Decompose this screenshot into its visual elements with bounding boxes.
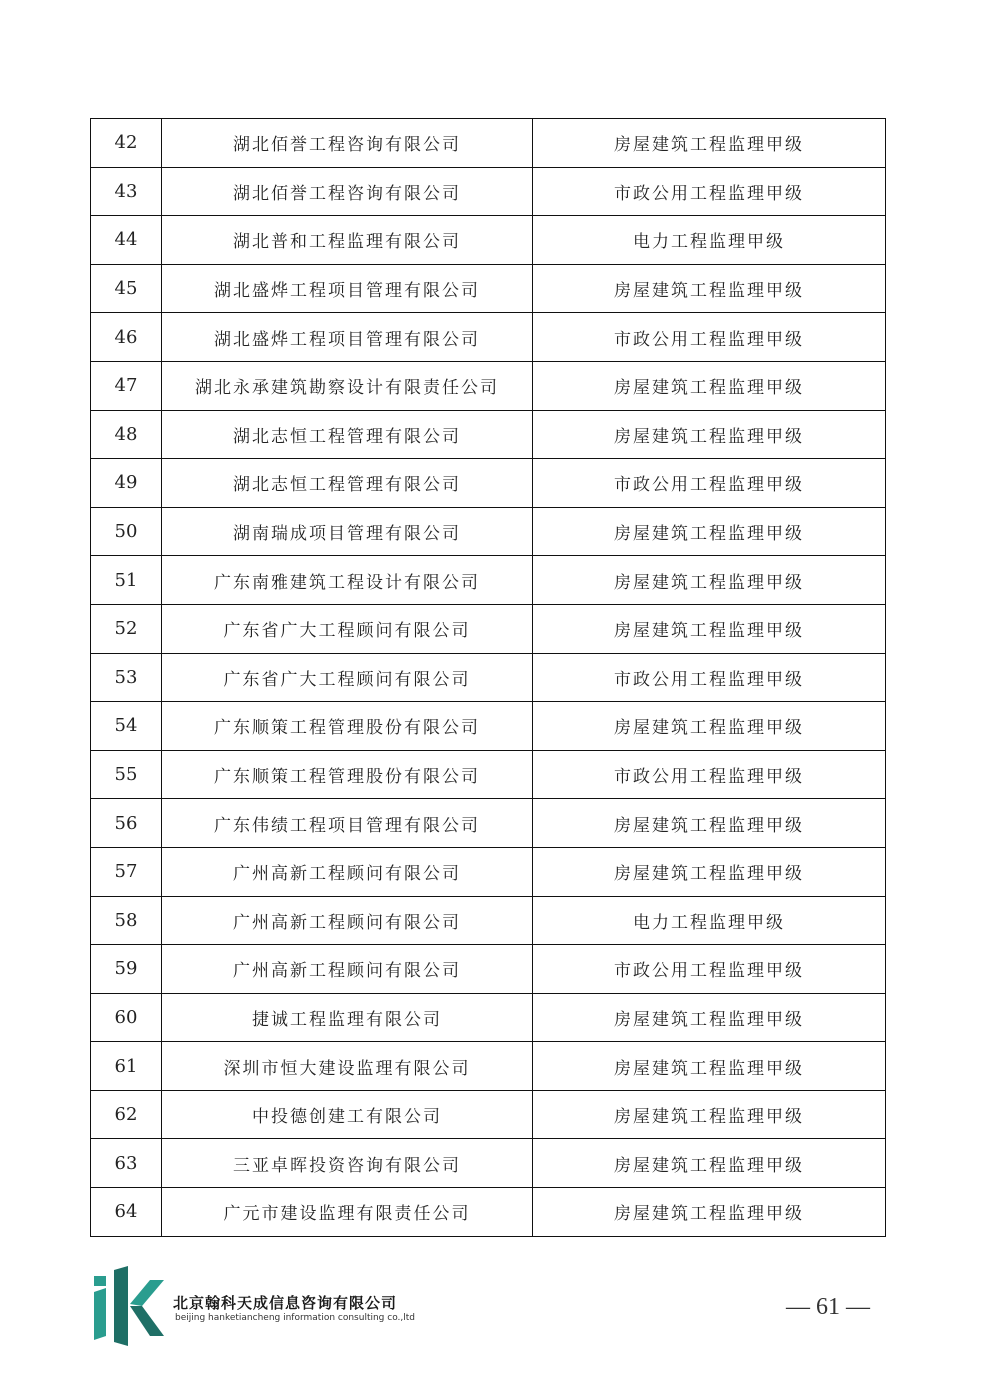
table-row bbox=[91, 847, 886, 896]
qualification-cell: 房屋建筑工程监理甲级 bbox=[533, 993, 886, 1042]
company-name-cell: 中投德创建工有限公司 bbox=[162, 1090, 533, 1139]
qualification-cell: 房屋建筑工程监理甲级 bbox=[533, 847, 886, 896]
table-row bbox=[91, 993, 886, 1042]
row-number-cell: 60 bbox=[91, 993, 162, 1042]
company-name-cell: 湖北佰誉工程咨询有限公司 bbox=[162, 167, 533, 216]
row-number-cell: 51 bbox=[91, 556, 162, 605]
table-row bbox=[91, 1090, 886, 1139]
row-number-cell: 61 bbox=[91, 1042, 162, 1091]
company-name-cell: 广东顺策工程管理股份有限公司 bbox=[162, 702, 533, 751]
table-row bbox=[91, 264, 886, 313]
qualification-cell: 房屋建筑工程监理甲级 bbox=[533, 264, 886, 313]
row-number-cell: 48 bbox=[91, 410, 162, 459]
company-name-cell: 湖北志恒工程管理有限公司 bbox=[162, 459, 533, 508]
table-row bbox=[91, 1042, 886, 1091]
table-row bbox=[91, 653, 886, 702]
qualification-cell: 电力工程监理甲级 bbox=[533, 216, 886, 265]
company-name-cell: 捷诚工程监理有限公司 bbox=[162, 993, 533, 1042]
row-number-cell: 62 bbox=[91, 1090, 162, 1139]
qualification-cell: 房屋建筑工程监理甲级 bbox=[533, 410, 886, 459]
row-number-cell: 45 bbox=[91, 264, 162, 313]
company-name-cell: 广东省广大工程顾问有限公司 bbox=[162, 653, 533, 702]
qualification-cell: 房屋建筑工程监理甲级 bbox=[533, 556, 886, 605]
table-row bbox=[91, 1188, 886, 1237]
company-name-cell: 广州高新工程顾问有限公司 bbox=[162, 945, 533, 994]
row-number-cell: 42 bbox=[91, 119, 162, 168]
company-name-cell: 湖北盛烨工程项目管理有限公司 bbox=[162, 264, 533, 313]
qualification-cell: 房屋建筑工程监理甲级 bbox=[533, 1139, 886, 1188]
table-row bbox=[91, 313, 886, 362]
qualification-cell: 房屋建筑工程监理甲级 bbox=[533, 1188, 886, 1237]
row-number-cell: 59 bbox=[91, 945, 162, 994]
ik-logo-icon bbox=[92, 1266, 166, 1346]
qualification-cell: 市政公用工程监理甲级 bbox=[533, 750, 886, 799]
company-name-cell: 三亚卓晖投资咨询有限公司 bbox=[162, 1139, 533, 1188]
table-row bbox=[91, 410, 886, 459]
company-name-cell: 广东南雅建筑工程设计有限公司 bbox=[162, 556, 533, 605]
row-number-cell: 49 bbox=[91, 459, 162, 508]
table-row bbox=[91, 216, 886, 265]
row-number-cell: 54 bbox=[91, 702, 162, 751]
company-name-cell: 湖南瑞成项目管理有限公司 bbox=[162, 507, 533, 556]
row-number-cell: 56 bbox=[91, 799, 162, 848]
qualification-cell: 房屋建筑工程监理甲级 bbox=[533, 361, 886, 410]
company-name-cell: 湖北普和工程监理有限公司 bbox=[162, 216, 533, 265]
table-row bbox=[91, 556, 886, 605]
table-row bbox=[91, 119, 886, 168]
table-row bbox=[91, 361, 886, 410]
qualification-cell: 房屋建筑工程监理甲级 bbox=[533, 1042, 886, 1091]
footer-company-en: beijing hanketiancheng information consulting co.,ltd bbox=[175, 1313, 416, 1323]
row-number-cell: 53 bbox=[91, 653, 162, 702]
table-row bbox=[91, 167, 886, 216]
qualification-cell: 市政公用工程监理甲级 bbox=[533, 313, 886, 362]
table-row bbox=[91, 1139, 886, 1188]
row-number-cell: 58 bbox=[91, 896, 162, 945]
table-row bbox=[91, 945, 886, 994]
qualification-cell: 房屋建筑工程监理甲级 bbox=[533, 702, 886, 751]
table-row bbox=[91, 750, 886, 799]
row-number-cell: 57 bbox=[91, 847, 162, 896]
row-number-cell: 55 bbox=[91, 750, 162, 799]
qualification-table bbox=[90, 118, 886, 1237]
company-name-cell: 广州高新工程顾问有限公司 bbox=[162, 847, 533, 896]
row-number-cell: 43 bbox=[91, 167, 162, 216]
table-row bbox=[91, 604, 886, 653]
page-number: — 61 — bbox=[786, 1294, 870, 1320]
company-name-cell: 湖北盛烨工程项目管理有限公司 bbox=[162, 313, 533, 362]
company-name-cell: 广东省广大工程顾问有限公司 bbox=[162, 604, 533, 653]
qualification-cell: 房屋建筑工程监理甲级 bbox=[533, 604, 886, 653]
row-number-cell: 44 bbox=[91, 216, 162, 265]
qualification-cell: 房屋建筑工程监理甲级 bbox=[533, 119, 886, 168]
qualification-cell: 市政公用工程监理甲级 bbox=[533, 653, 886, 702]
row-number-cell: 46 bbox=[91, 313, 162, 362]
table-row bbox=[91, 459, 886, 508]
row-number-cell: 64 bbox=[91, 1188, 162, 1237]
table-row bbox=[91, 507, 886, 556]
qualification-cell: 市政公用工程监理甲级 bbox=[533, 167, 886, 216]
qualification-cell: 市政公用工程监理甲级 bbox=[533, 945, 886, 994]
table-row bbox=[91, 799, 886, 848]
row-number-cell: 47 bbox=[91, 361, 162, 410]
company-name-cell: 广州高新工程顾问有限公司 bbox=[162, 896, 533, 945]
footer-company-cn: 北京翰科天成信息咨询有限公司 bbox=[173, 1294, 398, 1312]
company-name-cell: 湖北永承建筑勘察设计有限责任公司 bbox=[162, 361, 533, 410]
company-name-cell: 湖北志恒工程管理有限公司 bbox=[162, 410, 533, 459]
company-name-cell: 深圳市恒大建设监理有限公司 bbox=[162, 1042, 533, 1091]
qualification-cell: 市政公用工程监理甲级 bbox=[533, 459, 886, 508]
table-row bbox=[91, 702, 886, 751]
qualification-cell: 电力工程监理甲级 bbox=[533, 896, 886, 945]
qualification-cell: 房屋建筑工程监理甲级 bbox=[533, 1090, 886, 1139]
row-number-cell: 50 bbox=[91, 507, 162, 556]
company-name-cell: 广元市建设监理有限责任公司 bbox=[162, 1188, 533, 1237]
qualification-cell: 房屋建筑工程监理甲级 bbox=[533, 507, 886, 556]
company-name-cell: 广东伟绩工程项目管理有限公司 bbox=[162, 799, 533, 848]
table-row bbox=[91, 896, 886, 945]
table-body bbox=[91, 119, 886, 1237]
qualification-cell: 房屋建筑工程监理甲级 bbox=[533, 799, 886, 848]
row-number-cell: 63 bbox=[91, 1139, 162, 1188]
row-number-cell: 52 bbox=[91, 604, 162, 653]
company-name-cell: 湖北佰誉工程咨询有限公司 bbox=[162, 119, 533, 168]
company-name-cell: 广东顺策工程管理股份有限公司 bbox=[162, 750, 533, 799]
